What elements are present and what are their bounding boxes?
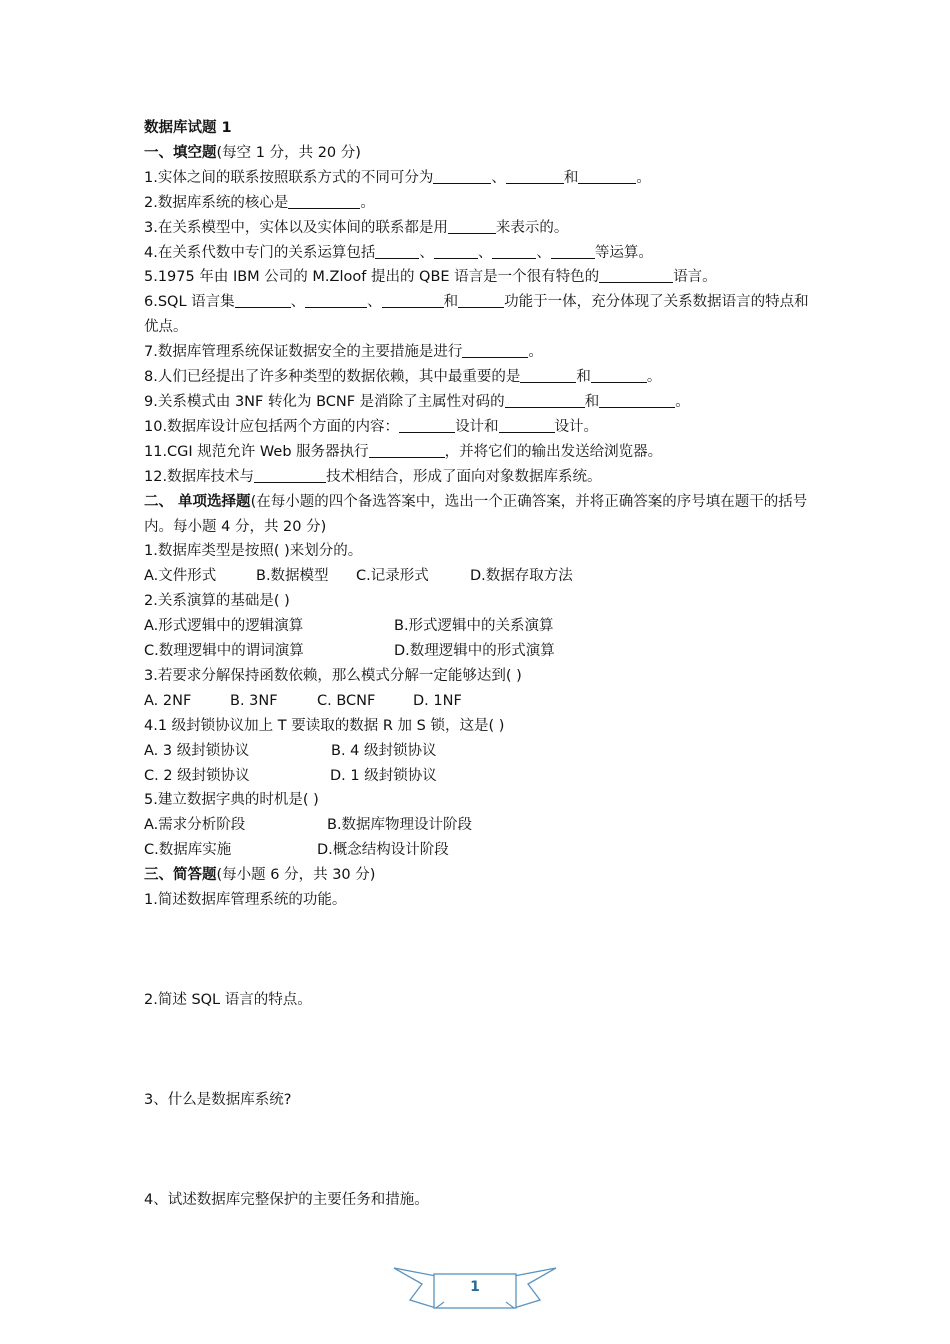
fill-item-1: 1.实体之间的联系按照联系方式的不同可分为 、 和 。: [144, 169, 651, 186]
fill-item-3: 3.在关系模型中，实体以及实体间的联系都是用 来表示的。: [144, 219, 569, 236]
answer-blank[interactable]: [399, 417, 455, 433]
choice-option[interactable]: D.概念结构设计阶段: [317, 842, 449, 859]
answer-blank[interactable]: [382, 292, 444, 308]
choice-question-3: 3.若要求分解保持函数依赖，那么模式分解一定能够达到( ): [144, 667, 522, 684]
answer-blank[interactable]: [305, 292, 367, 308]
short-answer-question-4: 4、试述数据库完整保护的主要任务和措施。: [144, 1191, 429, 1208]
answer-blank[interactable]: [448, 218, 496, 234]
fill-item-10: 10.数据库设计应包括两个方面的内容： 设计和 设计。: [144, 418, 599, 435]
answer-blank[interactable]: [599, 267, 673, 283]
fill-item-5: 5.1975 年由 IBM 公司的 M.Zloof 提出的 QBE 语言是一个很有特色的 语言。: [144, 269, 717, 286]
answer-blank[interactable]: [458, 292, 504, 308]
choice-question-4: 4.1 级封锁协议加上 T 要读取的数据 R 加 S 锁，这是( ): [144, 717, 505, 734]
section3-header: [144, 863, 814, 888]
choice-question-5: 5.建立数据字典的时机是( ): [144, 792, 319, 809]
section1-header: [144, 141, 814, 166]
answer-blank[interactable]: [433, 168, 491, 184]
choice-options-4b: [144, 764, 814, 789]
choice-option[interactable]: A.需求分析阶段: [144, 817, 246, 834]
fill-item-6: 6.SQL 语言集 、 、 和 功能于一体，充分体现了关系数据语言的特点和优点。: [144, 294, 809, 336]
choice-option[interactable]: D.数据存取方法: [470, 568, 573, 585]
choice-option[interactable]: D. 1NF: [413, 692, 462, 709]
choice-option[interactable]: B. 4 级封锁协议: [331, 742, 437, 759]
choice-option[interactable]: C. BCNF: [317, 692, 376, 709]
answer-area[interactable]: [144, 1113, 814, 1188]
answer-area[interactable]: [144, 1013, 814, 1088]
choice-options-2a: [144, 614, 814, 639]
choice-option[interactable]: A.文件形式: [144, 568, 217, 585]
choice-option[interactable]: C.数理逻辑中的谓词演算: [144, 643, 304, 660]
choice-option[interactable]: B. 3NF: [230, 692, 278, 709]
choice-options-4a: [144, 739, 814, 764]
answer-blank[interactable]: [591, 367, 647, 383]
short-answer-question-2: 2.简述 SQL 语言的特点。: [144, 992, 312, 1008]
fill-item-11: 11.CGI 规范允许 Web 服务器执行 ，并将它们的输出发送给浏览器。: [144, 443, 663, 460]
choice-question-1: 1.数据库类型是按照( )来划分的。: [144, 543, 363, 560]
page-footer-ribbon: [392, 1262, 558, 1312]
choice-option[interactable]: A. 2NF: [144, 692, 192, 709]
choice-option[interactable]: D.数理逻辑中的形式演算: [394, 643, 555, 660]
fill-item-9: 9.关系模式由 3NF 转化为 BCNF 是消除了主属性对码的 和 。: [144, 393, 690, 410]
fill-item-12: 12.数据库技术与 技术相结合，形成了面向对象数据库系统。: [144, 468, 602, 485]
choice-option[interactable]: A.形式逻辑中的逻辑演算: [144, 618, 304, 635]
answer-blank[interactable]: [578, 168, 636, 184]
answer-blank[interactable]: [254, 467, 326, 483]
short-answer-question-1: 1.简述数据库管理系统的功能。: [144, 892, 347, 909]
answer-blank[interactable]: [520, 367, 576, 383]
answer-blank[interactable]: [599, 392, 675, 408]
choice-option[interactable]: B.数据模型: [256, 568, 329, 585]
page-number: 1: [470, 1279, 480, 1295]
answer-blank[interactable]: [288, 193, 360, 209]
choice-option[interactable]: B.数据库物理设计阶段: [327, 817, 473, 834]
choice-question-2: 2.关系演算的基础是( ): [144, 593, 290, 610]
section2-note: (在每小题的四个备选答案中，选出一个正确答案，并将正确答案的序号填在题干的括号内。每小题 4 分，共 20 分): [144, 493, 808, 535]
answer-blank[interactable]: [506, 168, 564, 184]
answer-blank[interactable]: [505, 392, 585, 408]
section3-heading: 三、简答题: [144, 867, 217, 884]
answer-blank[interactable]: [235, 292, 291, 308]
answer-blank[interactable]: [462, 342, 528, 358]
section2-header: [144, 490, 814, 540]
answer-blank[interactable]: [369, 442, 445, 458]
answer-blank[interactable]: [375, 243, 419, 259]
choice-option[interactable]: A. 3 级封锁协议: [144, 742, 250, 759]
choice-option[interactable]: B.形式逻辑中的关系演算: [394, 618, 554, 635]
choice-options-5b: [144, 838, 814, 863]
choice-option[interactable]: C.记录形式: [356, 568, 429, 585]
choice-option[interactable]: C. 2 级封锁协议: [144, 767, 250, 784]
section1-note: (每空 1 分，共 20 分): [216, 144, 361, 161]
exam-title: 数据库试题 1: [144, 120, 232, 136]
fill-item-7: 7.数据库管理系统保证数据安全的主要措施是进行 。: [144, 344, 543, 361]
exam-content: [144, 116, 814, 1213]
choice-options-2b: [144, 639, 814, 664]
fill-item-8: 8.人们已经提出了许多种类型的数据依赖，其中最重要的是 和 。: [144, 369, 662, 386]
short-answer-question-3: 3、什么是数据库系统?: [144, 1091, 292, 1108]
answer-blank[interactable]: [551, 243, 595, 259]
fill-item-2: 2.数据库系统的核心是 。: [144, 194, 375, 211]
section1-heading: 一、填空题: [144, 144, 217, 161]
choice-options-3: [144, 689, 814, 714]
section3-note: (每小题 6 分，共 30 分): [216, 867, 376, 884]
fill-item-4: 4.在关系代数中专门的关系运算包括 、 、 、 等运算。: [144, 244, 653, 261]
answer-blank[interactable]: [499, 417, 555, 433]
section2-heading: 二、 单项选择题: [144, 493, 251, 510]
choice-options-1: [144, 564, 814, 589]
answer-blank[interactable]: [434, 243, 478, 259]
choice-options-5a: [144, 813, 814, 838]
answer-blank[interactable]: [492, 243, 536, 259]
answer-area[interactable]: [144, 913, 814, 988]
choice-option[interactable]: C.数据库实施: [144, 842, 232, 859]
choice-option[interactable]: D. 1 级封锁协议: [330, 767, 437, 784]
